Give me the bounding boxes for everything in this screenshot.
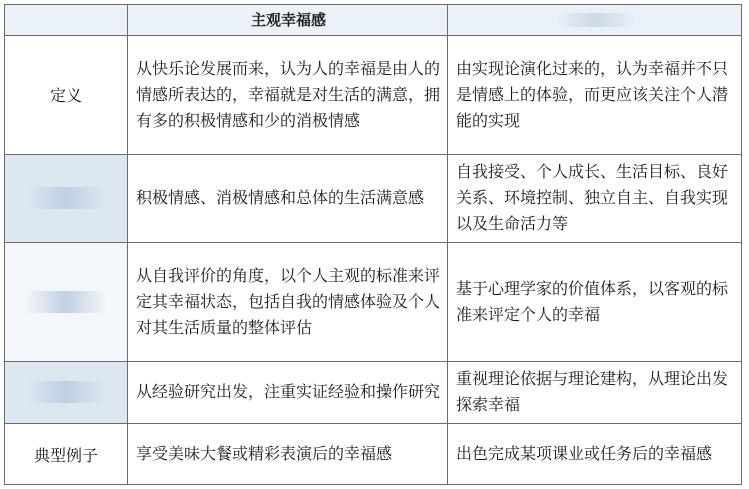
- cell-subjective-example: 享受美味大餐或精彩表演后的幸福感: [128, 424, 448, 485]
- header-cell-empty: [5, 5, 128, 36]
- row-label-blurred: [5, 243, 128, 361]
- row-label-definition: 定义: [5, 36, 128, 154]
- table-row: [5, 424, 742, 485]
- header-cell-subjective-wellbeing: 主观幸福感: [128, 5, 448, 36]
- comparison-table: [4, 4, 742, 485]
- blurred-label: [26, 291, 106, 313]
- table-row: [5, 243, 742, 361]
- table-header-row: [5, 5, 742, 36]
- header-cell-blurred: [448, 5, 742, 36]
- cell-other-method: 重视理论依据与理论建构，从理论出发探索幸福: [448, 361, 742, 424]
- blurred-label: [26, 187, 106, 209]
- table-row: [5, 36, 742, 154]
- cell-subjective-structure: 积极情感、消极情感和总体的生活满意感: [128, 154, 448, 243]
- cell-other-definition: 由实现论演化过来的，认为幸福并不只是情感上的体验，而更应该关注个人潜能的实现: [448, 36, 742, 154]
- cell-subjective-definition: 从快乐论发展而来，认为人的幸福是由人的情感所表达的，幸福就是对生活的满意，拥有多的积极情感和少的消极情感: [128, 36, 448, 154]
- cell-other-example: 出色完成某项课业或任务后的幸福感: [448, 424, 742, 485]
- row-label-example: 典型例子: [5, 424, 128, 485]
- blurred-label: [26, 381, 106, 403]
- table-row: [5, 361, 742, 424]
- blurred-header-text: [556, 13, 636, 27]
- row-label-blurred: [5, 154, 128, 243]
- cell-subjective-method: 从经验研究出发，注重实证经验和操作研究: [128, 361, 448, 424]
- cell-other-structure: 自我接受、个人成长、生活目标、良好关系、环境控制、独立自主、自我实现以及生命活力等: [448, 154, 742, 243]
- cell-subjective-evaluation: 从自我评价的角度，以个人主观的标准来评定其幸福状态，包括自我的情感体验及个人对其生活质量的整体评估: [128, 243, 448, 361]
- cell-other-evaluation: 基于心理学家的价值体系，以客观的标准来评定个人的幸福: [448, 243, 742, 361]
- table-row: [5, 154, 742, 243]
- row-label-blurred: [5, 361, 128, 424]
